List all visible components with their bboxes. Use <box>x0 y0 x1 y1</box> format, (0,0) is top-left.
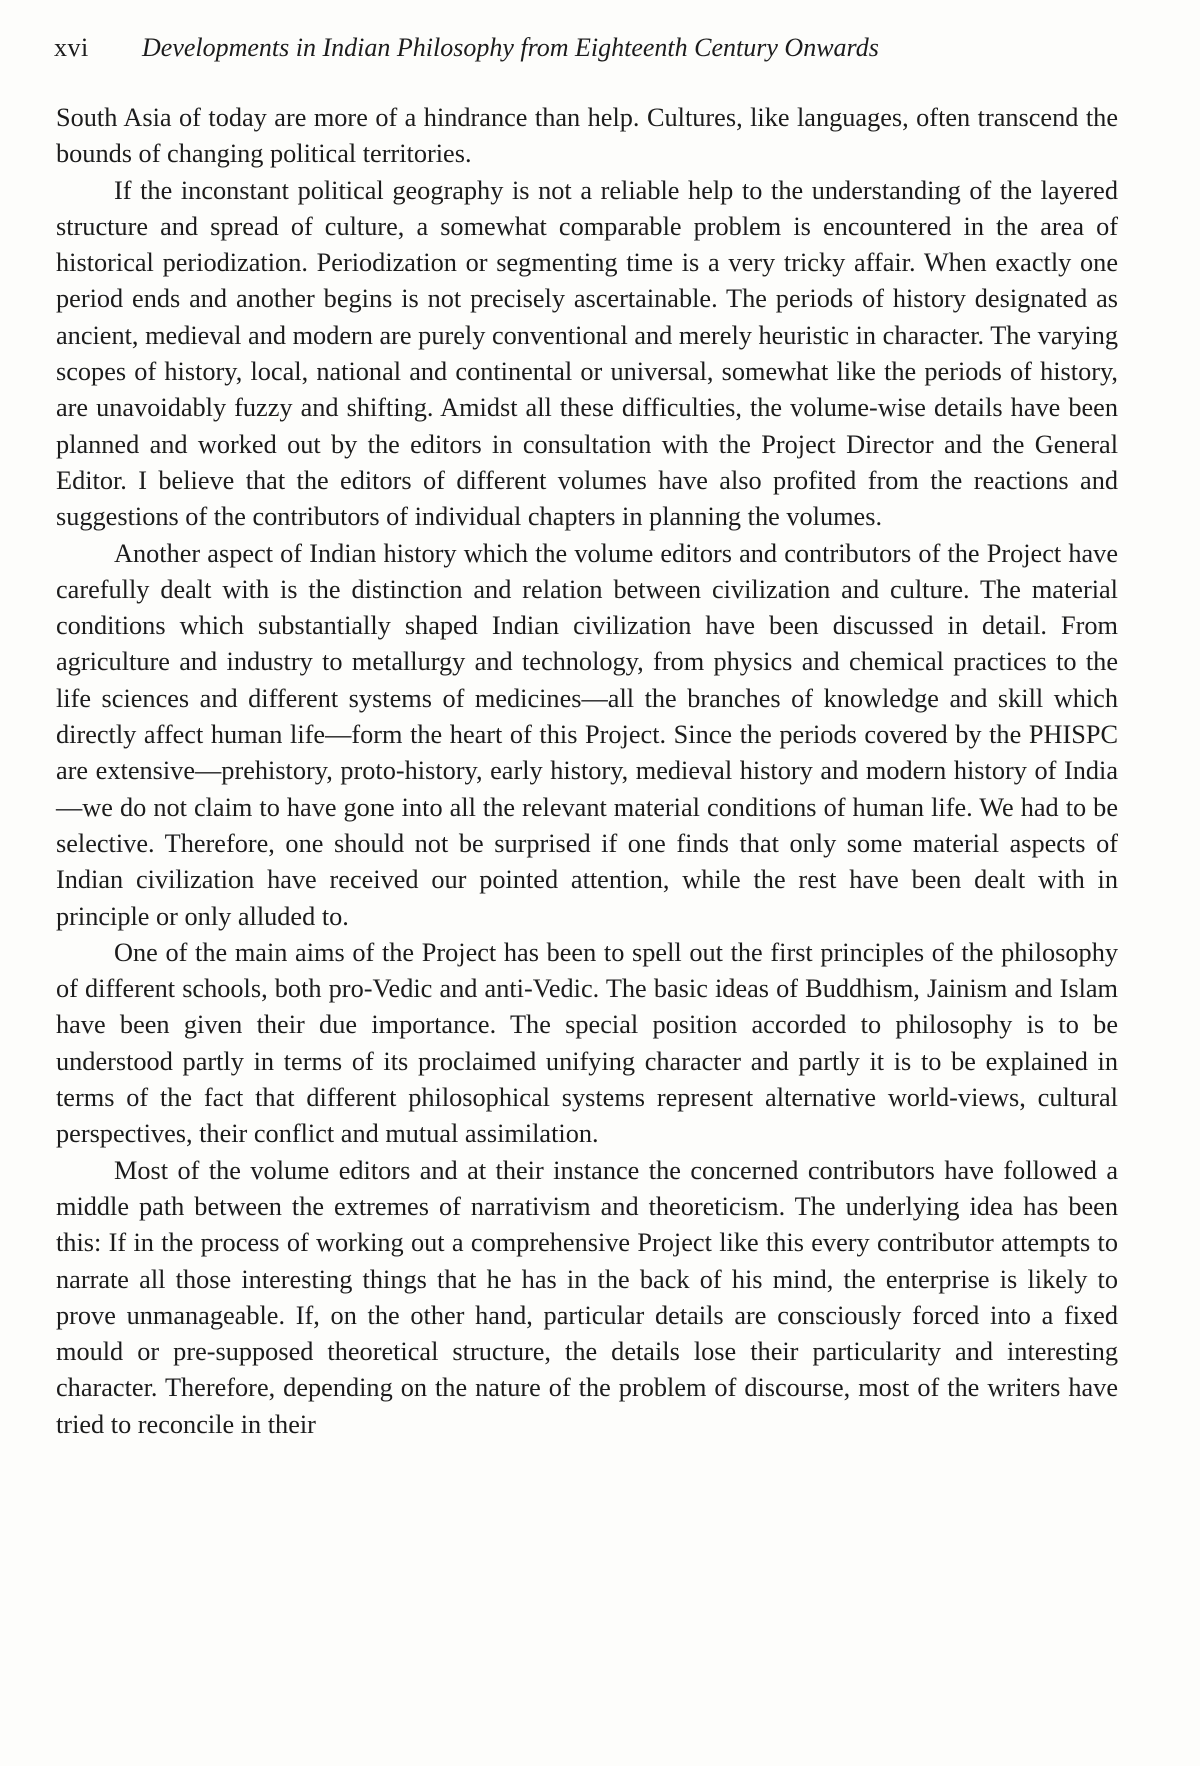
paragraph: Most of the volume editors and at their instance the concerned contributors have followed a middle path between the extremes of narrativism and theoreticism. The underlying idea has been this: If in the process of working out a comprehensive Project like this every contributor attempts to narrate all those interesting things that he has in the back of his mind, the enterprise is likely to prove unmanageable. If, on the other hand, particular details are consciously forced into a fixed mould or pre-supposed theoretical structure, the details lose their particularity and interesting character. Therefore, depending on the nature of the problem of discourse, most of the writers have tried to reconcile in their <box>56 1155 1118 1439</box>
paragraph: If the inconstant political geography is not a reliable help to the understanding of the layered structure and spread of culture, a somewhat comparable problem is encountered in the area of historical periodization. Periodization or segmenting time is a very tricky affair. When exactly one period ends and another begins is not precisely ascertainable. The periods of history designated as ancient, medieval and modern are purely conventional and merely heuristic in character. The varying scopes of history, local, national and continental or universal, somewhat like the periods of history, are unavoidably fuzzy and shifting. Amidst all these difficulties, the volume-wise details have been planned and worked out by the editors in consultation with the Project Director and the General Editor. I believe that the editors of different volumes have also profited from the reactions and suggestions of the contributors of individual chapters in planning the volumes. <box>56 175 1118 532</box>
running-head <box>54 30 1114 66</box>
paragraph: South Asia of today are more of a hindrance than help. Cultures, like languages, often transcend the bounds of changing political territories. <box>56 103 1118 169</box>
running-title: Developments in Indian Philosophy from Eighteenth Century Onwards <box>142 33 879 62</box>
page-number: xvi <box>54 33 89 62</box>
paragraph: Another aspect of Indian history which the volume editors and contributors of the Project have carefully dealt with is the distinction and relation between civilization and culture. The material conditions which substantially shaped Indian civilization have been discussed in detail. From agriculture and industry to metallurgy and technology, from physics and chemical practices to the life sciences and different systems of medicines—all the branches of knowledge and skill which directly affect human life—form the heart of this Project. Since the periods covered by the PHISPC are extensive—prehistory, proto-history, early history, medieval history and modern history of India—we do not claim to have gone into all the relevant material conditions of human life. We had to be selective. Therefore, one should not be surprised if one finds that only some material aspects of Indian civilization have received our pointed attention, while the rest have been dealt with in principle or only alluded to. <box>56 538 1118 931</box>
body-text <box>56 100 1118 1443</box>
paragraph: One of the main aims of the Project has been to spell out the first principles of the philosophy of different schools, both pro-Vedic and anti-Vedic. The basic ideas of Buddhism, Jainism and Islam have been given their due importance. The special position accorded to philosophy is to be understood partly in terms of its proclaimed unifying character and partly it is to be explained in terms of the fact that different philosophical systems represent alternative world-views, cultural perspectives, their conflict and mutual assimilation. <box>56 937 1118 1149</box>
